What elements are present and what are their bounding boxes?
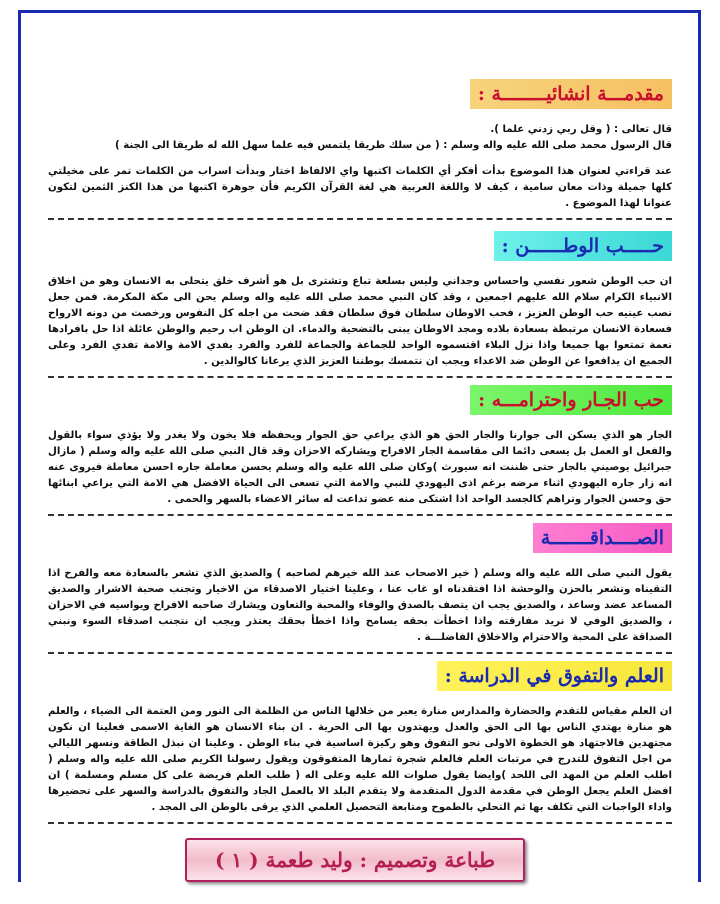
separator	[48, 652, 672, 654]
separator	[48, 822, 672, 824]
document-body	[48, 78, 672, 824]
separator	[48, 218, 672, 220]
friendship-paragraph: يقول النبي صلى الله عليه واله وسلم ( خير الاصحاب عند الله خيرهم لصاحبه ) والصديق الذي تشعر بالسعادة معه والفرح اذا التقيناه وتشعر بالحزن والوحشة اذا افتقدناه او غاب عنا ، وعلينا اختيار الاصدقاء من الاخيار وتجنب صحبة الاشرار والصديق المساعد عضد وساعد ، والصديق يجب ان يتصف بالصدق والوفاء والمحبة والتعاون ويشارك صاحبه الافراح ويواسيه في الاحزان ، والصديق الوفي لا نريد مفارقته واذا اخطأت بحقه يسامح واذا اخطأ بحقك يعتذر ويجب ان نتجنب اصدقاء السوء ونبني الصداقة على المحبة والاحترام والاخلاق الفاضلـــة .	[48, 568, 672, 643]
knowledge-paragraph: ان العلم مقياس للتقدم والحضارة والمدارس منارة يعبر من خلالها الناس من الظلمة الى النور ومن العتمة الى الضياء ، والعلم هو منارة يهتدي الناس بها الى الحق والعدل ويهتدون بها الى الحرية . ان بناء الانسان هو الغاية الاسمى فعلينا ان نكون مجتهدين فالاجتهاد هو الخطوة الاولى نحو التفوق وهو ركيزة اساسية في بناء الوطن . وعلينا ان نبذل الطاقة ونسهر الليالي من اجل التفوق للتدرج في مرتبات العلم فالعلم شجرة ثمارها المتفوقون ويقول رسولنا الكريم صلى الله عليه واله وسلم ( اطلب العلم من المهد الى اللحد )وايضا يقول صلوات الله عليه وعلى اله ( طلب العلم فريضة على كل مسلم ومسلمة ) ان افضل العلم يجعل الوطن في مقدمة الدول المتقدمة ولا يتقدم البلد الا بالعمل الجاد والتفوق بالدراسة والسهر على تحضيرها واداء الواجبات التي تكلف بها ثم التحلي بالطموح ومتابعة التحصيل العلمي الذي يرقى بالوطن الى المجد .	[48, 706, 672, 813]
section-intro	[48, 78, 672, 220]
hadith-quote: قال الرسول محمد صلى الله عليه واله وسلم : ( من سلك طريقا يلتمس فيه علما سهل الله له طريقا الى الجنة )	[115, 140, 672, 151]
quran-verse: قال تعالى : ( وقل ربي زدني علما ).	[490, 124, 672, 135]
separator	[48, 376, 672, 378]
intro-paragraph: عند قراءتي لعنوان هذا الموضوع بدأت أفكر أي الكلمات اكتبها واي الالفاظ اختار وبدأت اسراب من الكلمات تمر على مخيلتي كلها جميلة وذات معان سامية ، كيف لا واللغة العربية هي لغة القرآن الكريم فأن جوهرة اكتبها من هذا الكنز الثمين لتكون عنوانا لهذا الموضوع .	[48, 166, 672, 209]
section-title-friendship: الصــــداقـــــــة	[533, 523, 672, 553]
section-title-intro: مقدمـــة انشائيــــــــة :	[470, 79, 672, 109]
section-homeland	[48, 230, 672, 378]
section-title-homeland: حـــــب الوطــــــن :	[494, 231, 672, 261]
section-title-knowledge: العلم والتفوق في الدراسة :	[437, 661, 672, 691]
footer-credit	[185, 838, 525, 882]
homeland-paragraph: ان حب الوطن شعور نفسي واحساس وجداني وليس بسلعة تباع وتشترى بل هو أشرف خلق يتحلى به الانسان وهو من اخلاق الانبياء الكرام سلام الله عليهم اجمعين ، وقد كان النبي محمد صلى الله عليه واله وسلم يحن الى مكة المكرمة. فمن جعل نصب عينيه حب الوطن العزيز ، فحب الاوطان سلطان فوق سلطان فقد ضحت من اجله كل النفوس ورخصت من دونه الارواح فسعادة الانسان مرتبطة بسعادة بلاده ومجد الاوطان يبنى بالتضحية والدماء. ان الوطن اب رحيم والوطن عائلة اذا حل بافرادها نعمة تمتعوا بها جميعا واذا نزل البلاء اقتسموه الواحد للجماعة والجماعة للفرد والفرد يفدي الامة والامة تفدي الفرد وعلى الجميع ان يدافعوا عن الوطن ضد الاعداء ويجب ان نتمسك بوطننا العزيز الذي يرعانا كالوالدين .	[48, 276, 672, 367]
section-knowledge	[48, 660, 672, 824]
neighbor-paragraph: الجار هو الذي يسكن الى جوارنا والجار الحق هو الذي يراعي حق الجوار ويحفظه فلا يخون ولا يغدر ولا يؤذي سواء بالقول والفعل او العمل بل يسعى دائما الى مقاسمة الجار الافراح ويشاركه الاحزان وقد قال النبي صلى الله عليه واله وسلم ( مازال جبرائيل يوصيني بالجار حتى ظننت انه سيورث )وكان صلى الله عليه واله وسلم يحسن معاملة جاره احسن معاملة فيروى عنه انه زار جاره اليهودي اثناء مرضه برغم اذى اليهودي للنبي والامة التي تسعى الى الحياة الافضل هي الامة التي يراعي ابنائها حق وحسن الجوار وتراهم كالجسد الواحد اذا اشتكى منه عضو تداعت له سائر الاعضاء بالسهر والحمى .	[48, 430, 672, 505]
footer-text: طباعة وتصميم : وليد طعمة ( ١ )	[214, 848, 496, 872]
section-title-neighbor: حب الجـار واحترامـــه :	[470, 385, 672, 415]
section-neighbor	[48, 384, 672, 516]
separator	[48, 514, 672, 516]
section-friendship	[48, 522, 672, 654]
